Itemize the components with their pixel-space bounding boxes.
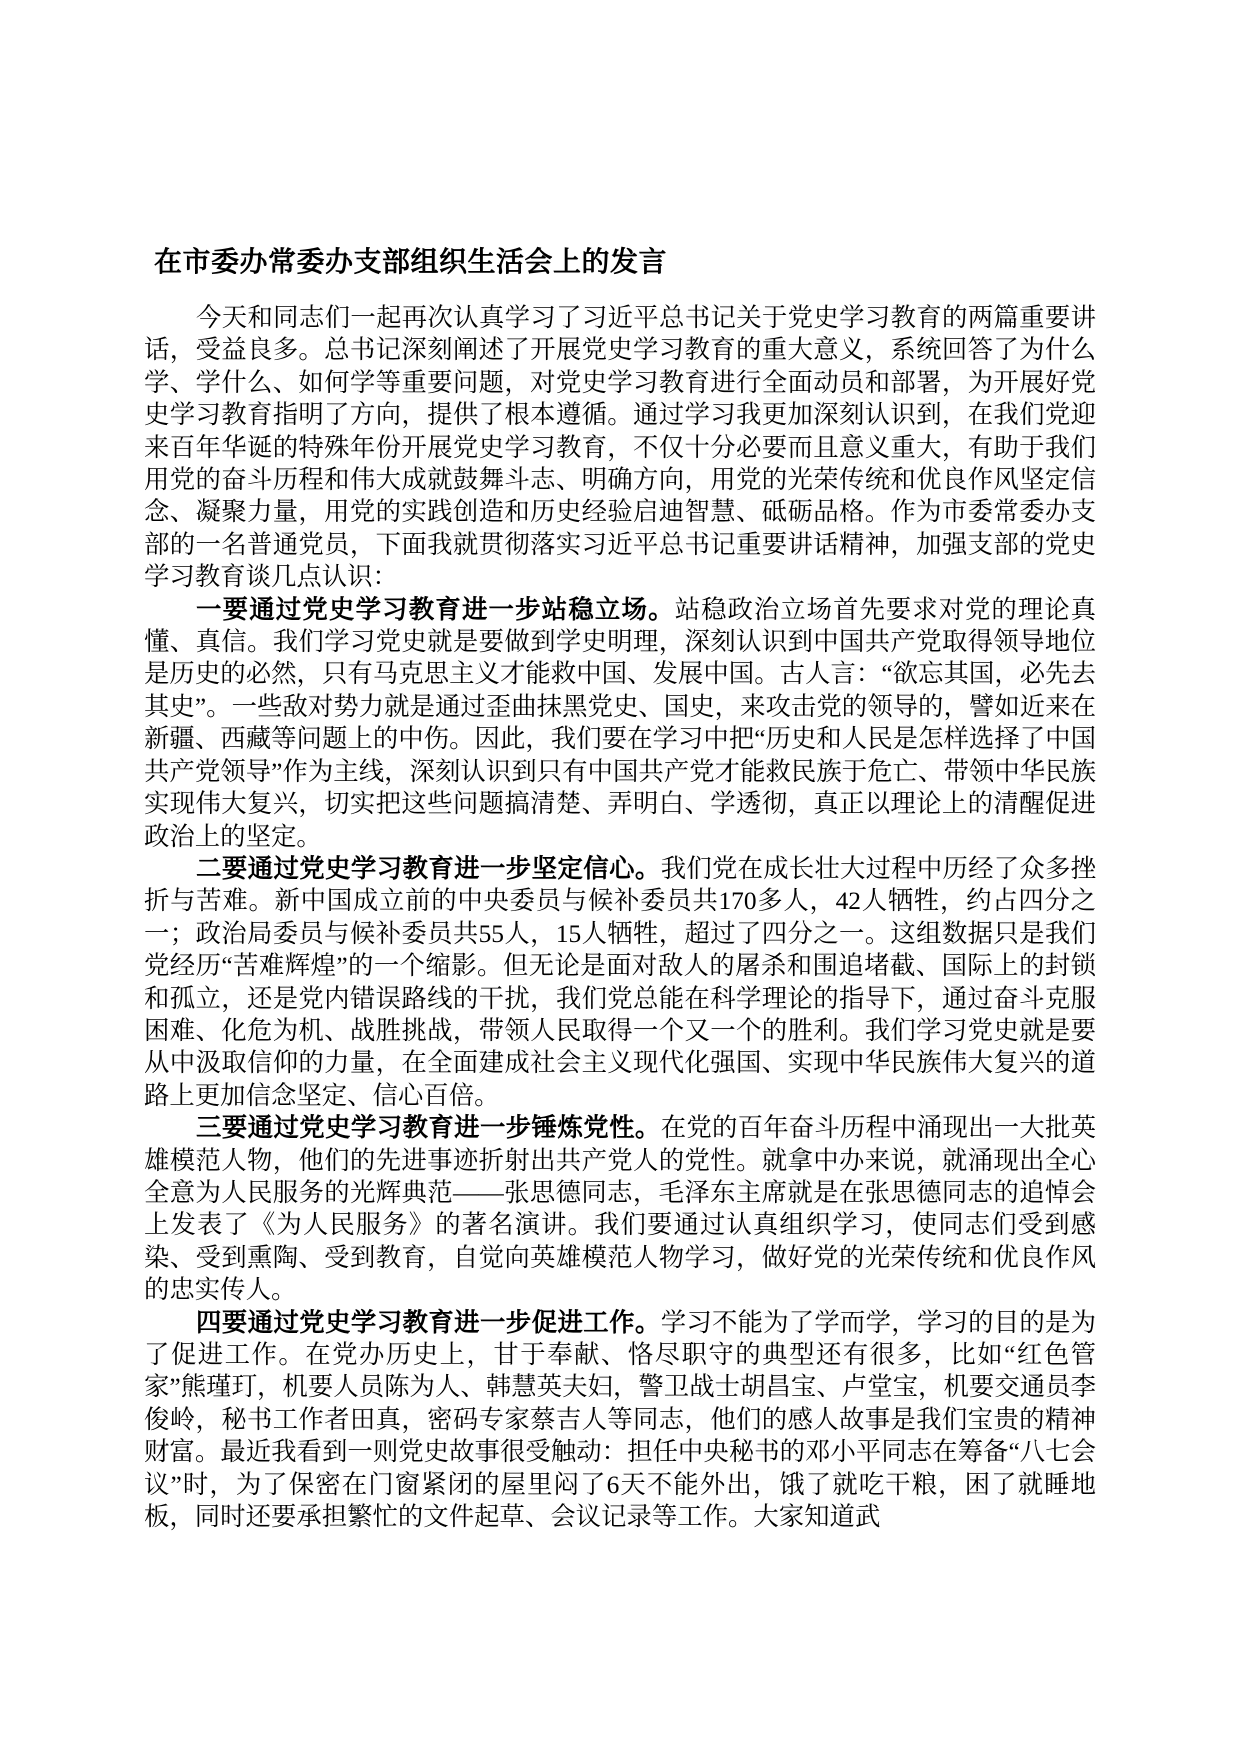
paragraph-text: 站稳政治立场首先要求对党的理论真懂、真信。我们学习党史就是要做到学史明理，深刻认识到中国共产党取得领导地位是历史的必然，只有马克思主义才能救中国、发展中国。古人言：“欲忘其国，必先去其史”。一些敌对势力就是通过歪曲抹黑党史、国史，来攻击党的领导的，譬如近来在新疆、西藏等问题上的中伤。因此，我们要在学习中把“历史和人民是怎样选择了中国共产党领导”作为主线，深刻认识到只有中国共产党才能救民族于危亡、带领中华民族实现伟大复兴，切实把这些问题搞清楚、弄明白、学透彻，真正以理论上的清醒促进政治上的坚定。 — [144, 595, 1097, 851]
paragraph-lead: 二要通过党史学习教育进一步坚定信心。 — [196, 854, 661, 883]
paragraph-text: 今天和同志们一起再次认真学习了习近平总书记关于党史学习教育的两篇重要讲话，受益良多。总书记深刻阐述了开展党史学习教育的重大意义，系统回答了为什么学、学什么、如何学等重要问题，对党史学习教育进行全面动员和部署，为开展好党史学习教育指明了方向，提供了根本遵循。通过学习我更加深刻认识到，在我们党迎来百年华诞的特殊年份开展党史学习教育，不仅十分必要而且意义重大，有助于我们用党的奋斗历程和伟大成就鼓舞斗志、明确方向，用党的光荣传统和优良作风坚定信念、凝聚力量，用党的实践创造和历史经验启迪智慧、砥砺品格。作为市委常委办支部的一名普通党员，下面我就贯彻落实习近平总书记重要讲话精神，加强支部的党史学习教育谈几点认识： — [144, 304, 1096, 592]
paragraph-point-1 — [144, 594, 1096, 853]
paragraph-text: 在党的百年奋斗历程中涌现出一大批英雄模范人物，他们的先进事迹折射出共产党人的党性。就拿中办来说，就涌现出全心全意为人民服务的光辉典范——张思德同志，毛泽东主席就是在张思德同志的追悼会上发表了《为人民服务》的著名演讲。我们要通过认真组织学习，使同志们受到感染、受到熏陶、受到教育，自觉向英雄模范人物学习，做好党的光荣传统和优良作风的忠实传人。 — [144, 1114, 1096, 1305]
paragraph-point-3 — [144, 1112, 1096, 1306]
paragraph-lead: 四要通过党史学习教育进一步促进工作。 — [196, 1308, 661, 1337]
paragraph-intro — [144, 302, 1096, 594]
document-content — [144, 246, 1096, 1533]
paragraph-text: 学习不能为了学而学，学习的目的是为了促进工作。在党办历史上，甘于奉献、恪尽职守的典型还有很多，比如“红色管家”熊瑾玎，机要人员陈为人、韩慧英夫妇，警卫战士胡昌宝、卢堂宝，机要交通员李俊岭，秘书工作者田真，密码专家蔡吉人等同志，他们的感人故事是我们宝贵的精神财富。最近我看到一则党史故事很受触动：担任中央秘书的邓小平同志在筹备“八七会议”时，为了保密在门窗紧闭的屋里闷了6天不能外出，饿了就吃干粮，困了就睡地板，同时还要承担繁忙的文件起草、会议记录等工作。大家知道武 — [144, 1308, 1096, 1532]
paragraph-lead: 三要通过党史学习教育进一步锤炼党性。 — [196, 1114, 661, 1143]
paragraph-lead: 一要通过党史学习教育进一步站稳立场。 — [196, 595, 675, 624]
paragraph-point-2 — [144, 853, 1096, 1112]
paragraph-point-4 — [144, 1307, 1096, 1534]
page-title: 在市委办常委办支部组织生活会上的发言 — [154, 246, 668, 277]
paragraph-text: 我们党在成长壮大过程中历经了众多挫折与苦难。新中国成立前的中央委员与候补委员共170多人，42人牺牲，约占四分之一；政治局委员与候补委员共55人，15人牺牲，超过了四分之一。这组数据只是我们党经历“苦难辉煌”的一个缩影。但无论是面对敌人的屠杀和围追堵截、国际上的封锁和孤立，还是党内错误路线的干扰，我们党总能在科学理论的指导下，通过奋斗克服困难、化危为机、战胜挑战，带领人民取得一个又一个的胜利。我们学习党史就是要从中汲取信仰的力量，在全面建成社会主义现代化强国、实现中华民族伟大复兴的道路上更加信念坚定、信心百倍。 — [144, 854, 1096, 1110]
